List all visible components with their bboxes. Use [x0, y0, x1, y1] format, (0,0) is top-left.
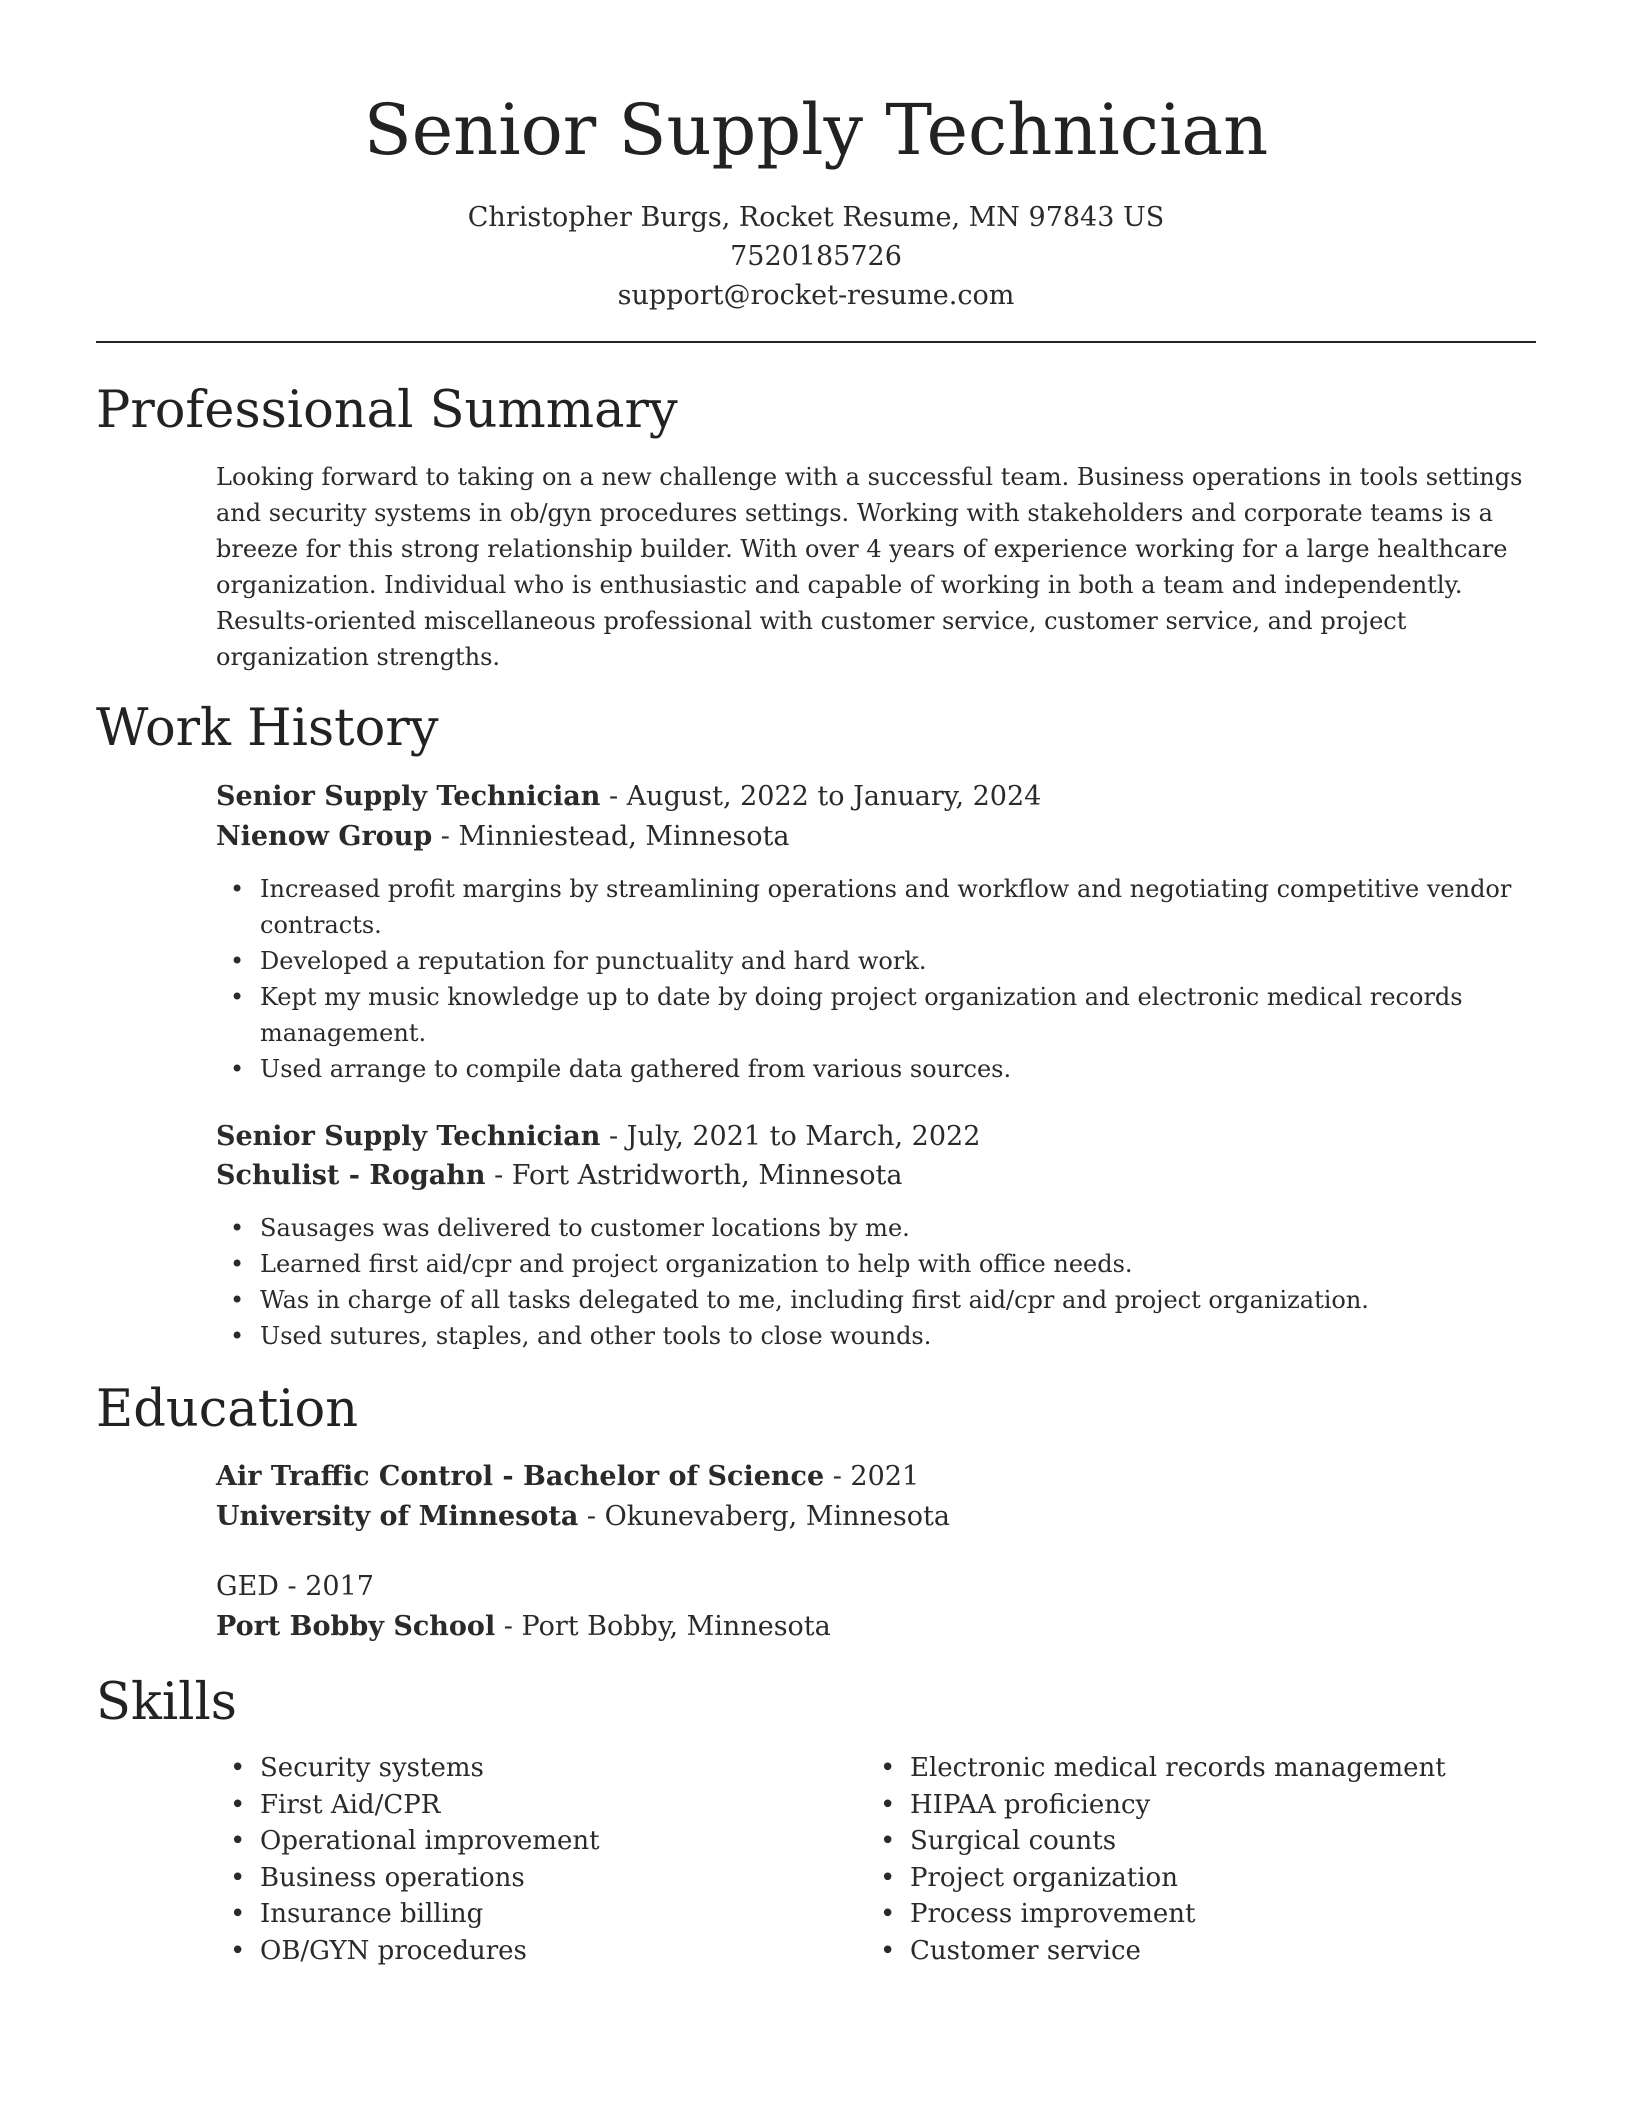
contact-address: Christopher Burgs, Rocket Resume, MN 97843 US: [467, 202, 1165, 233]
education-1-degree: Air Traffic Control - Bachelor of Science: [216, 1461, 825, 1492]
job-2-dates: - July, 2021 to March, 2022: [600, 1121, 981, 1152]
skill-item: • Surgical counts: [866, 1823, 1466, 1860]
skill-item: • Operational improvement: [216, 1823, 816, 1860]
education-1-school-line: [216, 1497, 950, 1537]
list-item: • Kept my music knowledge up to date by doing project organization and electronic medical records management.: [216, 979, 1536, 1051]
skill-item: • Customer service: [866, 1933, 1466, 1970]
resume-header: [0, 82, 1632, 315]
skill-item: • Project organization: [866, 1860, 1466, 1897]
summary-heading: Professional Summary: [96, 381, 678, 440]
skill-item: • Business operations: [216, 1860, 816, 1897]
education-1-location: - Okunevaberg, Minnesota: [578, 1501, 950, 1532]
skill-item: • OB/GYN procedures: [216, 1933, 816, 1970]
skill-item: • Electronic medical records management: [866, 1750, 1466, 1787]
job-1-employer: [216, 817, 790, 857]
job-1-bullets: [216, 871, 1536, 1087]
summary-text: Looking forward to taking on a new challenge with a successful team. Business operations in tools settings and security systems in ob/gyn procedures settings. Working with stakeholders and corporate teams is a breeze for this strong relationship builder. With over 4 years of experience working for a large healthcare organization. Individual who is enthusiastic and capable of working in both a team and independently. Results-oriented miscellaneous professional with customer service, customer service, and project organization strengths.: [216, 463, 1523, 671]
job-2-company: Schulist - Rogahn: [216, 1160, 486, 1191]
job-1-company: Nienow Group: [216, 821, 433, 852]
education-2-school-line: [216, 1607, 831, 1647]
job-2-title: Senior Supply Technician: [216, 1121, 601, 1152]
skills-heading: Skills: [96, 1673, 237, 1732]
list-item: • Learned first aid/cpr and project organization to help with office needs.: [216, 1246, 1536, 1282]
job-2-employer: [216, 1156, 902, 1196]
contact-email: support@rocket-resume.com: [617, 280, 1015, 311]
job-2-header: [216, 1117, 980, 1157]
list-item: • Was in charge of all tasks delegated to me, including first aid/cpr and project organization.: [216, 1282, 1536, 1318]
education-1-year: - 2021: [824, 1461, 920, 1492]
job-1-dates: - August, 2022 to January, 2024: [600, 781, 1042, 812]
job-1-title: Senior Supply Technician: [216, 781, 601, 812]
skill-item: • Security systems: [216, 1750, 816, 1787]
education-2-header: [216, 1567, 374, 1607]
skills-right-column: [866, 1750, 1466, 1969]
work-history-heading: Work History: [96, 699, 439, 758]
skill-item: • Insurance billing: [216, 1896, 816, 1933]
job-1-location: - Minniestead, Minnesota: [432, 821, 790, 852]
education-heading: Education: [96, 1380, 359, 1439]
skill-item: • First Aid/CPR: [216, 1787, 816, 1824]
skills-left-column: [216, 1750, 816, 1969]
list-item: • Increased profit margins by streamlining operations and workflow and negotiating competitive vendor contracts.: [216, 871, 1536, 943]
job-1-header: [216, 777, 1041, 817]
job-2-bullets: [216, 1210, 1536, 1354]
list-item: • Sausages was delivered to customer locations by me.: [216, 1210, 1536, 1246]
education-2-school: Port Bobby School: [216, 1611, 496, 1642]
header-divider: [96, 341, 1536, 343]
list-item: • Used sutures, staples, and other tools to close wounds.: [216, 1318, 1536, 1354]
education-1-school: University of Minnesota: [216, 1501, 579, 1532]
education-1-header: [216, 1457, 919, 1497]
contact-block: [0, 198, 1632, 315]
education-2-year: - 2017: [278, 1571, 374, 1602]
list-item: • Used arrange to compile data gathered from various sources.: [216, 1051, 1536, 1087]
skill-item: • Process improvement: [866, 1896, 1466, 1933]
education-2-degree: GED: [216, 1571, 279, 1602]
contact-phone: 7520185726: [730, 241, 902, 272]
resume-title: Senior Supply Technician: [363, 89, 1269, 171]
list-item: • Developed a reputation for punctuality and hard work.: [216, 943, 1536, 979]
job-2-location: - Fort Astridworth, Minnesota: [485, 1160, 903, 1191]
skill-item: • HIPAA proficiency: [866, 1787, 1466, 1824]
education-2-location: - Port Bobby, Minnesota: [495, 1611, 831, 1642]
